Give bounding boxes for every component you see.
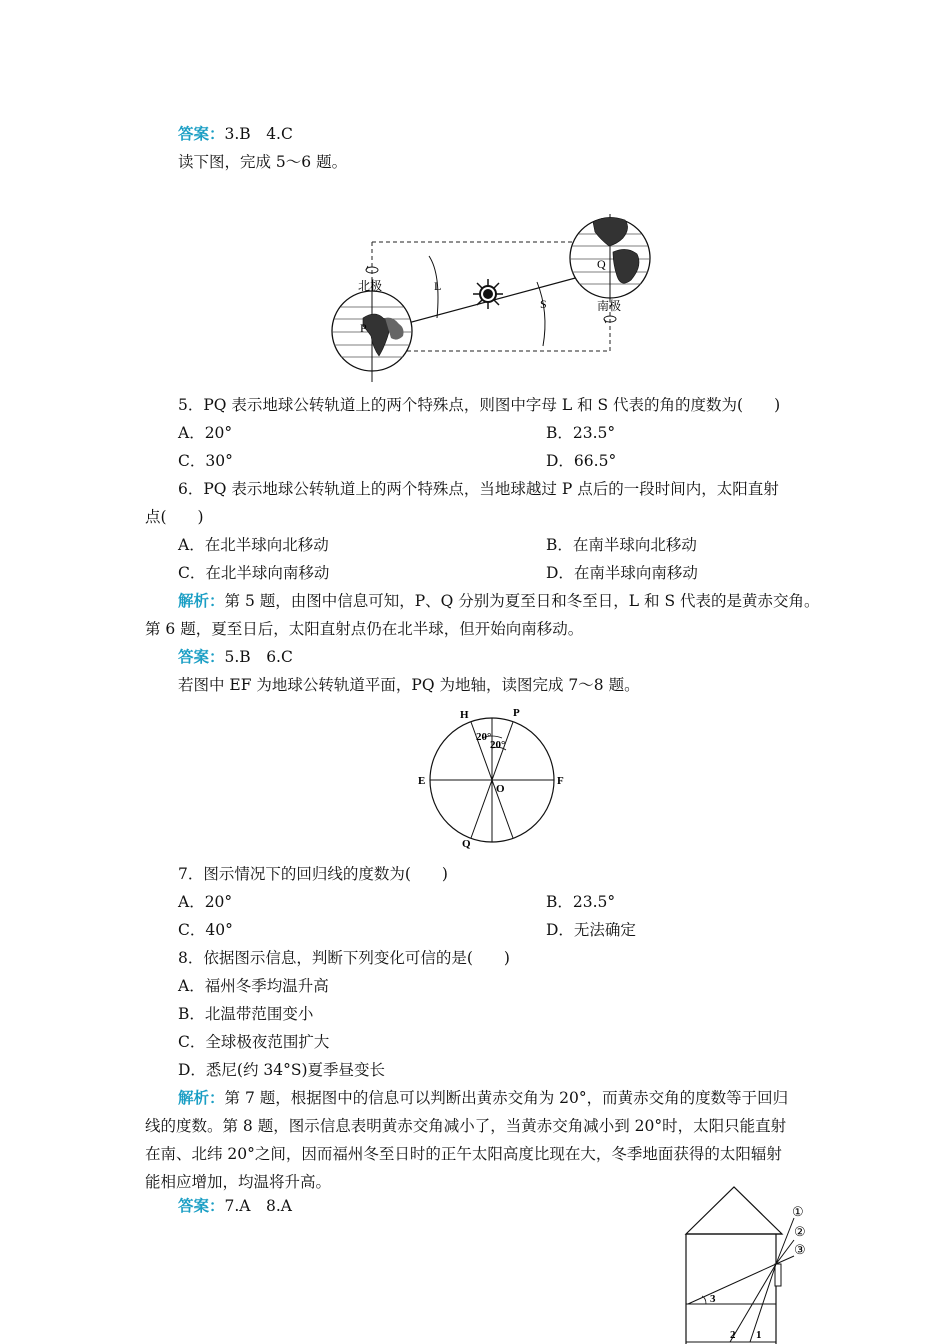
house-sunlight-figure (676, 1182, 816, 1344)
q8-option-b: B．北温带范围变小 (178, 1005, 314, 1023)
label-north-pole: 北极 (358, 279, 383, 293)
label-P: P (513, 707, 520, 719)
analysis-5-6-cont: 第 6 题，夏至日后，太阳直射点仍在北半球，但开始向南移动。 (145, 620, 584, 638)
q6-option-c: C．在北半球向南移动 (178, 564, 330, 582)
label-L: L (434, 279, 442, 293)
q7-option-b: B．23.5° (546, 893, 616, 911)
q5-option-c: C．30° (178, 452, 233, 470)
answer-label: 答案： (178, 1196, 225, 1215)
answer-5-6 (178, 647, 293, 667)
answer-label: 答案： (178, 124, 225, 143)
angle-1: 1 (756, 1329, 762, 1341)
intro-5-6: 读下图，完成 5～6 题。 (178, 153, 348, 171)
orbit-figure (325, 206, 655, 382)
analysis-7-8-line3: 在南、北纬 20°之间，因而福州冬至日时的正午太阳高度比现在大，冬季地面获得的太阳辐射 (145, 1145, 782, 1163)
analysis-7-8 (178, 1088, 788, 1108)
analysis-7-8-line4: 能相应增加，均温将升高。 (145, 1173, 332, 1191)
analysis-text: 第 5 题，由图中信息可知，P、Q 分别为夏至日和冬至日，L 和 S 代表的是黄赤交角。 (224, 592, 820, 610)
q6-option-b: B．在南半球向北移动 (546, 536, 697, 554)
q6-option-d: D．在南半球向南移动 (546, 564, 698, 582)
question-5-stem: 5．PQ 表示地球公转轨道上的两个特殊点，则图中字母 L 和 S 代表的角的度数为( ) (178, 396, 781, 414)
label-Q: Q (462, 838, 471, 850)
question-6-stem-cont: 点( ) (145, 508, 204, 526)
q7-option-a: A．20° (178, 893, 233, 911)
sun-icon (473, 279, 503, 309)
question-6-stem: 6．PQ 表示地球公转轨道上的两个特殊点，当地球越过 P 点后的一段时间内，太阳直射 (178, 480, 779, 498)
analysis-label: 解析： (178, 591, 225, 610)
angle-3: 3 (710, 1293, 716, 1305)
angle-2: 2 (730, 1329, 736, 1341)
label-H: H (460, 709, 469, 721)
analysis-7-8-line2: 线的度数。第 8 题，图示信息表明黄赤交角减小了，当黄赤交角减小到 20°时，太阳只能直射 (145, 1117, 787, 1135)
label-E: E (418, 775, 426, 787)
intro-7-8: 若图中 EF 为地球公转轨道平面，PQ 为地轴，读图完成 7～8 题。 (178, 676, 640, 694)
question-8-stem: 8．依据图示信息，判断下列变化可信的是( ) (178, 949, 510, 967)
question-7-stem: 7．图示情况下的回归线的度数为( ) (178, 865, 448, 883)
label-south-pole: 南极 (597, 299, 622, 313)
axis-circle-figure (412, 704, 572, 850)
analysis-text: 第 7 题，根据图中的信息可以判断出黄赤交角为 20°，而黄赤交角的度数等于回归 (224, 1089, 789, 1107)
q8-option-c: C．全球极夜范围扩大 (178, 1033, 330, 1051)
q5-option-a: A．20° (178, 424, 233, 442)
answer-text: 5.B 6.C (224, 648, 293, 666)
q8-option-d: D．悉尼(约 34°S)夏季昼变长 (178, 1061, 386, 1079)
angle-label-2: 20° (490, 739, 506, 751)
q6-option-a: A．在北半球向北移动 (178, 536, 329, 554)
marker-1: ① (792, 1204, 804, 1219)
q8-option-a: A．福州冬季均温升高 (178, 977, 329, 995)
angle-label-1: 20° (476, 731, 492, 743)
q7-option-c: C．40° (178, 921, 233, 939)
q5-option-b: B．23.5° (546, 424, 616, 442)
analysis-label: 解析： (178, 1088, 225, 1107)
label-F: F (557, 775, 564, 787)
q5-option-d: D．66.5° (546, 452, 617, 470)
answer-text: 7.A 8.A (224, 1197, 292, 1215)
q7-option-d: D．无法确定 (546, 921, 636, 939)
label-P: P (360, 321, 367, 335)
label-Q: Q (597, 257, 606, 271)
analysis-5-6 (178, 591, 820, 611)
label-O: O (496, 783, 505, 795)
marker-2: ② (794, 1224, 806, 1239)
earth-left-globe (332, 278, 412, 382)
answer-7-8 (178, 1196, 292, 1216)
label-S: S (540, 297, 547, 311)
marker-3: ③ (794, 1242, 806, 1257)
answer-text: 3.B 4.C (224, 125, 293, 143)
earth-right-globe (570, 214, 650, 302)
answer-label: 答案： (178, 647, 225, 666)
answer-3-4 (178, 124, 293, 144)
